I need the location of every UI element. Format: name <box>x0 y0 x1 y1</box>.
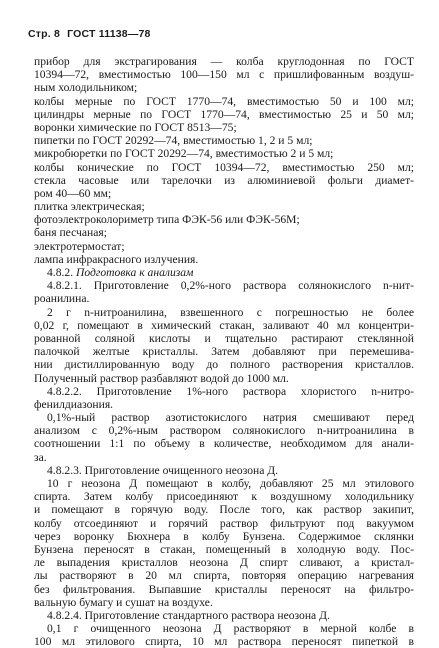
text-line: пипетки по ГОСТ 20292—74, вместимостью 1, 2 и 5 мл; <box>34 134 313 148</box>
text-line <box>34 266 414 279</box>
text-line: 100 мл этилового спирта, 10 мл раствора переносят пипеткой в <box>34 635 414 648</box>
text-line: и помещают в горячую воду. После того, как раствор закипит, <box>34 503 414 517</box>
text-line: прибор для экстрагирования — колба круглодонная по ГОСТ <box>34 55 414 68</box>
text-line: 10 г неозона Д помещают в колбу, добавляют 25 мл этилового <box>47 477 414 490</box>
text-line: нии дистиллированную воду до полного растворения кристаллов. <box>34 358 414 372</box>
text-line: стекла часовые или тарелочки из алюминиевой фольги диамет- <box>34 173 414 187</box>
text-line: фенилдиазония. <box>34 397 114 411</box>
text-line: микробюретки по ГОСТ 20292—74, вместимостью 2 и 5 мл; <box>34 147 334 161</box>
text-line: колбы конические по ГОСТ 10394—72, вместимостью 250 мл; <box>34 160 414 174</box>
text-line: ле выпадения кристаллов неозона Д спирт сливают, а кристал- <box>34 556 414 570</box>
text-line: Бунзена переносят в стакан, помещенный в холодную воду. Пос- <box>34 542 414 556</box>
text-line: спирта. Затем колбу присоединяют к воздушному холодильнику <box>34 490 414 504</box>
text-line: через воронку Бюхнера в колбу Бунзена. Содержимое склянки <box>34 529 414 543</box>
text-line: колбы мерные по ГОСТ 1770—74, вместимостью 50 и 100 мл; <box>34 94 414 108</box>
text-line: лампа инфракрасного излучения. <box>34 252 199 266</box>
text-line: анализом с 0,2%-ным раствором солянокислого n-нитроанилина в <box>34 424 414 438</box>
text-line: воронки химические по ГОСТ 8513—75; <box>34 120 237 134</box>
text-line: колбу отсоединяют и горячий раствор фильтруют под вакуумом <box>34 516 414 530</box>
text-line: 4.8.2.4. Приготовление стандартного раствора неозона Д. <box>47 608 330 622</box>
text-line: фотоэлектроколориметр типа ФЭК-56 или ФЭК-56М; <box>34 213 300 227</box>
body-text <box>34 55 414 648</box>
text-line: роанилина. <box>34 292 90 306</box>
text-line: 4.8.2.3. Приготовление очищенного неозона Д. <box>47 463 279 477</box>
text-line: рованной соляной кислоты и тщательно растирают стеклянной <box>34 331 414 345</box>
running-header <box>28 28 151 40</box>
text-line: за. <box>34 450 47 464</box>
text-line: баня песчаная; <box>34 226 107 240</box>
standard-number: ГОСТ 11138—78 <box>67 28 151 40</box>
page-number: Стр. 8 <box>28 28 61 40</box>
text-line: соотношении 1:1 по объему в количестве, необходимом для анали- <box>34 437 414 451</box>
section-number: 4.8.2. <box>47 266 76 279</box>
text-line: 0,02 г, помещают в химический стакан, заливают 40 мл концентри- <box>34 318 414 332</box>
text-line: электротермостат; <box>34 239 125 253</box>
text-line: плитка электрическая; <box>34 200 145 214</box>
text-line: 4.8.2.1. Приготовление 0,2%-ного раствора солянокислого n-нит- <box>47 279 414 293</box>
text-line: палочкой желтые кристаллы. Затем добавляют при перемешива- <box>34 345 414 359</box>
text-line: 2 г n-нитроанилина, взвешенного с погрешностью не более <box>47 305 414 319</box>
section-title: Подготовка к анализам <box>75 266 194 279</box>
text-line: без фильтрования. Выпавшие кристаллы переносят на фильтро- <box>34 582 414 596</box>
text-line: 10394—72, вместимостью 100—150 мл с пришлифованным воздуш- <box>34 68 414 82</box>
text-line: 0,1%-ный раствор азотистокислого натрия смешивают перед <box>47 411 414 425</box>
text-line: Полученный раствор разбавляют водой до 1000 мл. <box>34 371 289 385</box>
text-line: 0,1 г очищенного неозона Д растворяют в мерной колбе в <box>47 622 414 636</box>
text-line: вальную бумагу и сушат на воздухе. <box>34 595 213 609</box>
text-line: 4.8.2.2. Приготовление 1%-ного раствора хлористого n-нитро- <box>47 384 414 398</box>
text-line: ром 40—60 мм; <box>34 186 112 200</box>
text-line: ным холодильником; <box>34 81 138 95</box>
text-line: цилиндры мерные по ГОСТ 1770—74, вместимостью 25 и 50 мл; <box>34 107 414 121</box>
text-line: лы растворяют в 20 мл спирта, повторяя операцию нагревания <box>34 569 414 583</box>
